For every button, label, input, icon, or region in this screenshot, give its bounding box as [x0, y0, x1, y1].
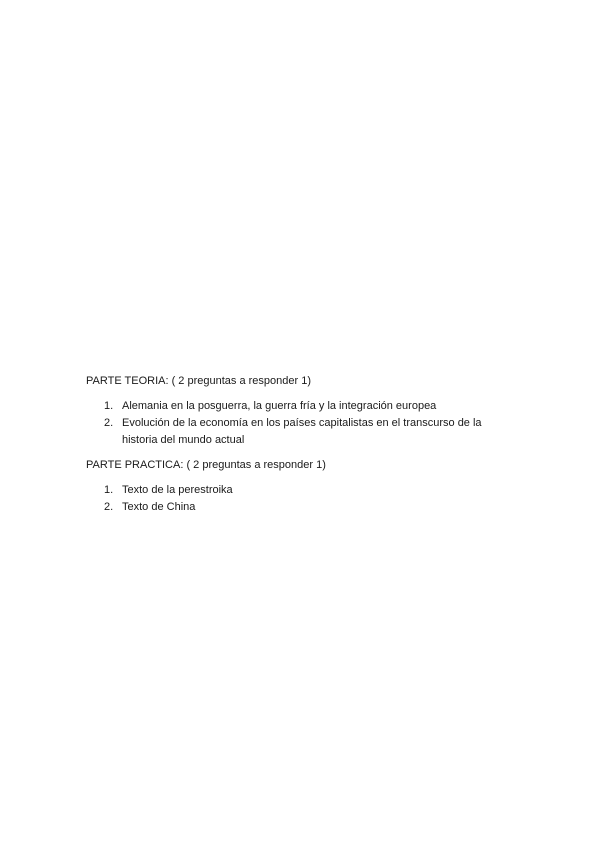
list-item	[86, 415, 516, 449]
practica-question-list	[86, 482, 516, 516]
list-item	[86, 482, 516, 499]
list-item-number: 2.	[104, 501, 114, 513]
list-item-number: 1.	[104, 400, 114, 412]
section-heading-teoria: PARTE TEORIA: ( 2 preguntas a responder 1)	[86, 375, 311, 387]
list-item-text: Alemania en la posguerra, la guerra fría y la integración europea	[122, 400, 437, 412]
section-heading-practica: PARTE PRACTICA: ( 2 preguntas a responder 1)	[86, 459, 326, 471]
list-item-number: 1.	[104, 484, 114, 496]
teoria-question-list	[86, 398, 516, 449]
list-item-text: Evolución de la economía en los países capitalistas en el transcurso de la historia del mundo actual	[122, 417, 482, 446]
list-item-text: Texto de China	[122, 501, 196, 513]
document-body	[86, 373, 516, 524]
list-item-number: 2.	[104, 417, 114, 429]
list-item-text: Texto de la perestroika	[122, 484, 233, 496]
list-item	[86, 499, 516, 516]
list-item	[86, 398, 516, 415]
